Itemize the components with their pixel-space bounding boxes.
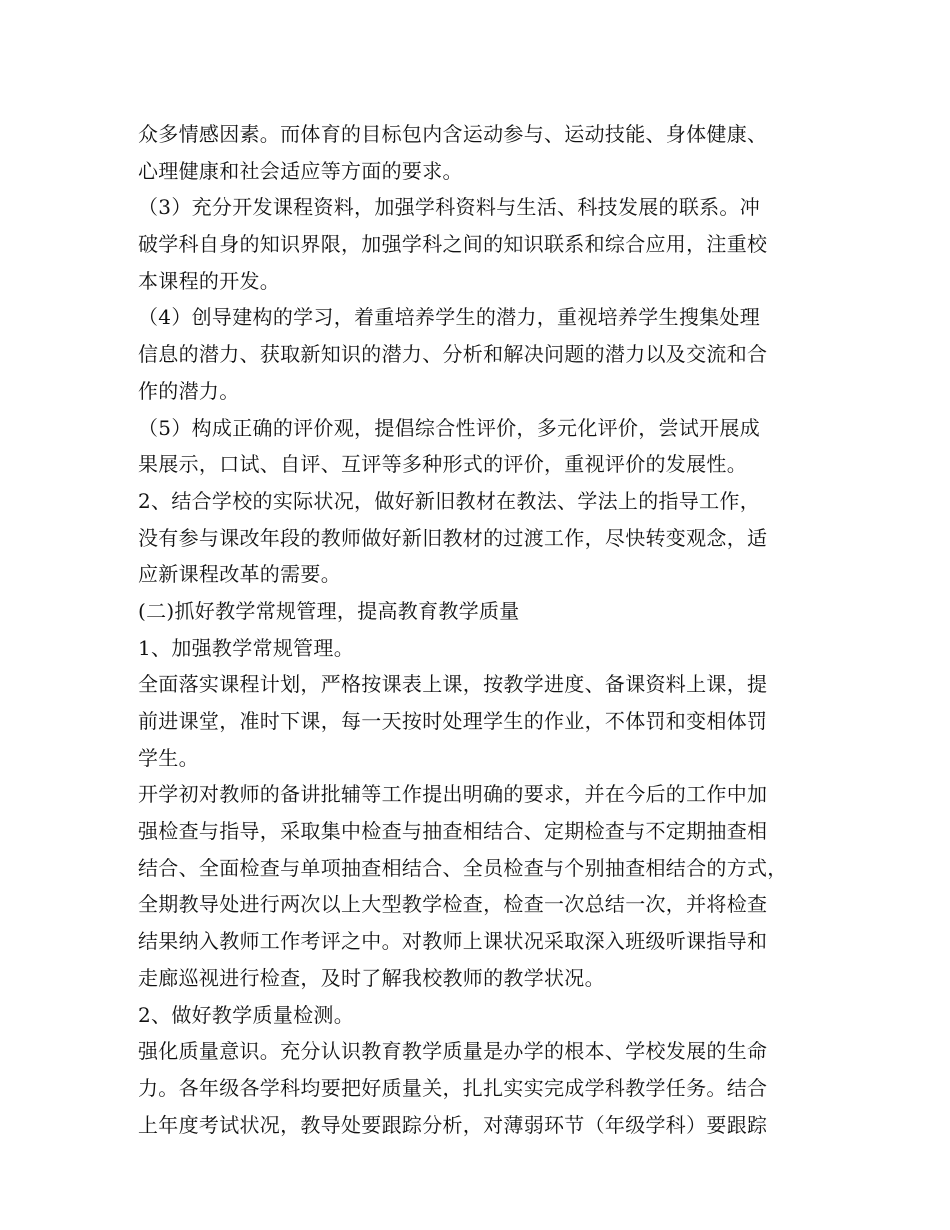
text-line: 强化质量意识。充分认识教育教学质量是办学的根本、学校发展的生命 (138, 1039, 768, 1064)
text-line: 应新课程改革的需要。 (138, 562, 341, 587)
text-line: 破学科自身的知识界限，加强学科之间的知识联系和综合应用，注重校 (138, 232, 768, 257)
text-line: （4）创导建构的学习，着重培养学生的潜力，重视培养学生搜集处理 (138, 305, 761, 330)
document-body (138, 116, 828, 1143)
text-line: 众多情感因素。而体育的目标包内含运动参与、运动技能、身体健康、 (138, 122, 768, 146)
section-heading: (二)抓好教学常规管理，提高教育教学质量 (138, 598, 520, 623)
subsection-heading: 2、做好教学质量检测。 (138, 1002, 355, 1027)
text-line: （3）充分开发课程资料，加强学科资料与生活、科技发展的联系。冲 (138, 195, 761, 220)
text-line: 开学初对教师的备讲批辅等工作提出明确的要求，并在今后的工作中加 (138, 782, 768, 807)
subsection-heading: 1、加强教学常规管理。 (138, 635, 355, 660)
text-line: 果展示，口试、自评、互评等多种形式的评价，重视评价的发展性。 (138, 452, 747, 477)
text-line: 心理健康和社会适应等方面的要求。 (138, 158, 463, 183)
text-line: （5）构成正确的评价观，提倡综合性评价，多元化评价，尝试开展成 (138, 415, 761, 440)
text-line: 本课程的开发。 (138, 268, 281, 293)
text-line: 力。各年级各学科均要把好质量关，扎扎实实完成学科教学任务。结合 (138, 1075, 768, 1100)
text-line: 结合、全面检查与单项抽查相结合、全员检查与个别抽查相结合的方式， (138, 855, 788, 880)
text-line: 作的潜力。 (138, 378, 240, 403)
text-line: 2、结合学校的实际状况，做好新旧教材在教法、学法上的指导工作， (138, 488, 761, 513)
text-line: 全期教导处进行两次以上大型教学检查，检查一次总结一次，并将检查 (138, 892, 768, 917)
text-line: 结果纳入教师工作考评之中。对教师上课状况采取深入班级听课指导和 (138, 929, 768, 954)
text-line: 学生。 (138, 745, 199, 770)
text-line: 信息的潜力、获取新知识的潜力、分析和解决问题的潜力以及交流和合 (138, 342, 768, 367)
text-line: 全面落实课程计划，严格按课表上课，按教学进度、备课资料上课，提 (138, 672, 768, 697)
text-line: 上年度考试状况，教导处要跟踪分析，对薄弱环节（年级学科）要跟踪 (138, 1112, 768, 1137)
text-line: 走廊巡视进行检查，及时了解我校教师的教学状况。 (138, 965, 605, 990)
text-line: 没有参与课改年段的教师做好新旧教材的过渡工作，尽快转变观念，适 (138, 525, 768, 550)
text-line: 前进课堂，准时下课，每一天按时处理学生的作业，不体罚和变相体罚 (138, 709, 768, 733)
text-line: 强检查与指导，采取集中检查与抽查相结合、定期检查与不定期抽查相 (138, 819, 768, 844)
